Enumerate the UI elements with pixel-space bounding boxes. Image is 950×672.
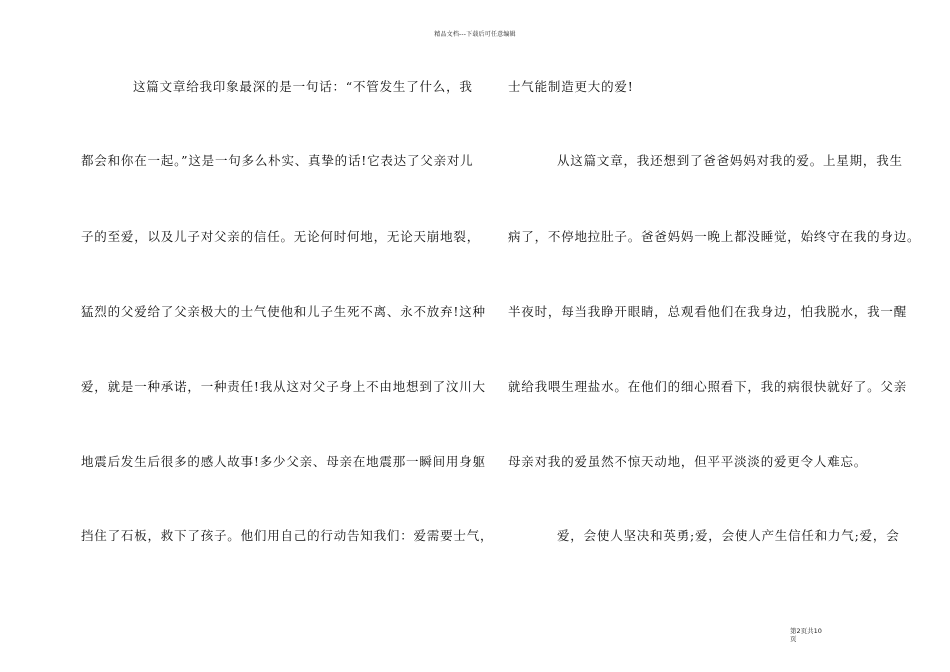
paragraph-line: 子的至爱，以及儿子对父亲的信任。无论何时何地，无论天崩地裂， xyxy=(81,229,481,244)
paragraph-line: 从这篇文章，我还想到了爸爸妈妈对我的爱。上星期，我生 xyxy=(557,153,903,168)
page-number-text: 第2页共10 xyxy=(790,627,822,635)
paragraph-line: 病了，不停地拉肚子。爸爸妈妈一晚上都没睡觉，始终守在我的身边。 xyxy=(508,229,921,244)
paragraph-line: 都会和你在一起。”这是一句多么朴实、真挚的话!它表达了父亲对儿 xyxy=(81,153,474,168)
paragraph-line: 半夜时，每当我睁开眼睛，总观看他们在我身边，怕我脱水，我一醒 xyxy=(508,304,908,319)
paragraph-line: 爱，会使人坚决和英勇;爱，会使人产生信任和力气;爱，会 xyxy=(557,528,900,543)
paragraph-line: 母亲对我的爱虽然不惊天动地，但平平淡淡的爱更令人难忘。 xyxy=(508,454,868,469)
paragraph-line: 士气能制造更大的爱! xyxy=(508,79,634,94)
paragraph-line: 这篇文章给我印象最深的是一句话：“不管发生了什么，我 xyxy=(133,79,473,94)
paragraph-line: 就给我喂生理盐水。在他们的细心照看下，我的病很快就好了。父亲 xyxy=(508,379,908,394)
page-number-suffix: 页 xyxy=(790,635,797,643)
paragraph-line: 地震后发生后很多的感人故事!多少父亲、母亲在地震那一瞬间用身躯 xyxy=(81,454,486,469)
paragraph-line: 爱，就是一种承诺，一种责任!我从这对父子身上不由地想到了汶川大 xyxy=(81,379,486,394)
paragraph-line: 猛烈的父爱给了父亲极大的士气使他和儿子生死不离、永不放弃!这种 xyxy=(81,304,486,319)
page-header: 精品文档---下载后可任意编辑 xyxy=(434,31,516,38)
page-number xyxy=(790,627,850,643)
paragraph-line: 挡住了石板，救下了孩子。他们用自己的行动告知我们：爱需要士气， xyxy=(81,528,494,543)
